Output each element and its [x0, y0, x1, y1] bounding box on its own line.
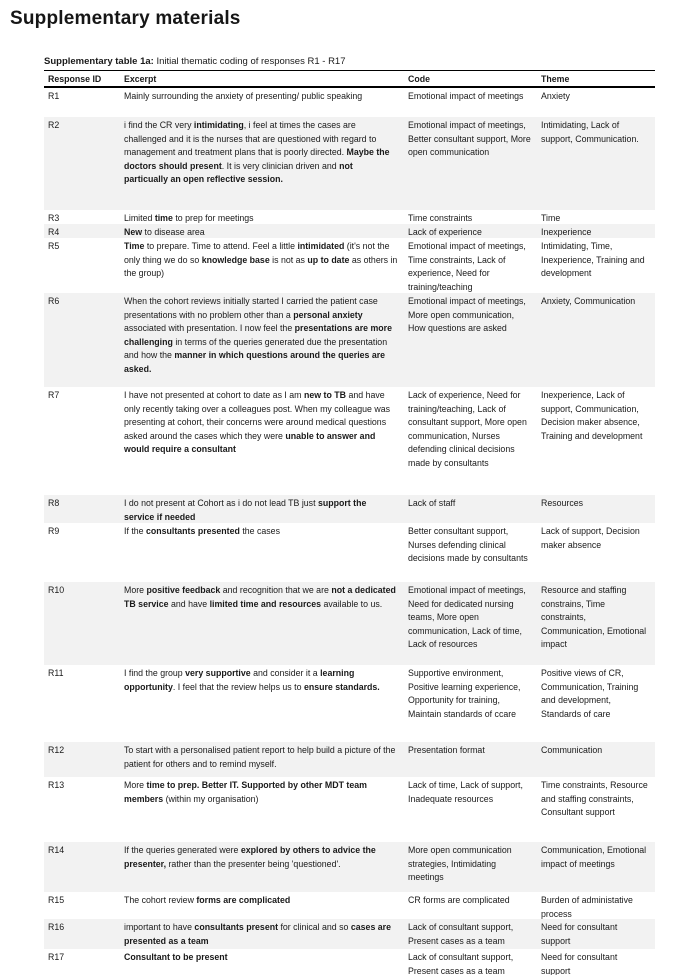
table-caption-label: Supplementary table 1a:	[44, 56, 154, 67]
table-row	[44, 777, 655, 842]
excerpt-cell: Limited time to prep for meetings	[124, 213, 254, 223]
code-cell: Lack of staff	[408, 498, 456, 508]
code-cell: Lack of time, Lack of support, Inadequate resources	[408, 780, 523, 804]
excerpt-cell: I have not presented at cohort to date as I am new to TB and have only recently taking over a colleagues post. When my colleague was presenting at cohort, their concerns were around medical questions asked around the cases which they were unable to answer and would require a consultant	[124, 390, 391, 454]
theme-cell: Anxiety	[541, 91, 570, 101]
theme-cell: Burden of administative process	[541, 895, 633, 919]
response-id-cell: R9	[48, 526, 60, 536]
code-cell: More open communication strategies, Intimidating meetings	[408, 845, 512, 882]
excerpt-cell: New to disease area	[124, 227, 205, 237]
response-id-cell: R1	[48, 91, 60, 101]
response-id-cell: R10	[48, 585, 65, 595]
code-cell: Emotional impact of meetings, Better consultant support, More open communication	[408, 120, 531, 157]
column-header-excerpt: Excerpt	[124, 74, 157, 84]
response-id-cell: R5	[48, 241, 60, 251]
code-cell: Time constraints	[408, 213, 473, 223]
response-id-cell: R11	[48, 668, 64, 678]
response-id-cell: R6	[48, 296, 60, 306]
response-id-cell: R14	[48, 845, 65, 855]
code-cell: Emotional impact of meetings	[408, 91, 524, 101]
column-header-theme: Theme	[541, 74, 570, 84]
table-row	[44, 665, 655, 742]
theme-cell: Communication, Emotional impact of meetings	[541, 845, 647, 869]
response-id-cell: R17	[48, 952, 65, 962]
code-cell: Emotional impact of meetings, More open communication, How questions are asked	[408, 296, 526, 333]
column-header-response-id: Response ID	[48, 74, 102, 84]
table-row	[44, 842, 655, 892]
code-cell: Lack of experience, Need for training/teaching, Lack of consultant support, More open communication, Nurses defending clinical decisions made by consultants	[408, 390, 527, 468]
theme-cell: Intimidating, Lack of support, Communication.	[541, 120, 639, 144]
response-id-cell: R3	[48, 213, 60, 223]
theme-cell: Need for consultant support	[541, 952, 618, 975]
table-row	[44, 582, 655, 665]
table-row	[44, 742, 655, 777]
response-id-cell: R12	[48, 745, 65, 755]
code-cell: Lack of experience	[408, 227, 482, 237]
response-id-cell: R16	[48, 922, 65, 932]
response-id-cell: R4	[48, 227, 60, 237]
excerpt-cell: If the consultants presented the cases	[124, 526, 280, 536]
table-row	[44, 210, 655, 224]
table-row	[44, 523, 655, 582]
theme-cell: Communication	[541, 745, 603, 755]
theme-cell: Resource and staffing constrains, Time constraints, Communication, Emotional impact	[541, 585, 647, 649]
theme-cell: Need for consultant support	[541, 922, 618, 946]
table-body	[44, 88, 655, 975]
table-row	[44, 919, 655, 949]
excerpt-cell: Mainly surrounding the anxiety of presenting/ public speaking	[124, 91, 363, 101]
excerpt-cell: I do not present at Cohort as i do not lead TB just support the service if needed	[124, 498, 367, 522]
table-caption	[44, 55, 655, 68]
response-id-cell: R7	[48, 390, 60, 400]
page-title: Supplementary materials	[10, 8, 241, 29]
code-cell: Emotional impact of meetings, Time constraints, Lack of experience, Need for training/teaching	[408, 241, 526, 292]
code-cell: Lack of consultant support, Present cases as a team	[408, 922, 514, 946]
code-cell: Supportive environment, Positive learning experience, Opportunity for training, Maintain standards of ccare	[408, 668, 521, 719]
response-id-cell: R13	[48, 780, 65, 790]
code-cell: Emotional impact of meetings, Need for dedicated nursing teams, More open communication, Lack of time, Lack of resources	[408, 585, 526, 649]
excerpt-cell: To start with a personalised patient report to help build a picture of the patient for others and to remind myself.	[124, 745, 396, 769]
code-cell: Presentation format	[408, 745, 485, 755]
response-id-cell: R15	[48, 895, 65, 905]
excerpt-cell: Consultant to be present	[124, 952, 228, 962]
code-cell: Better consultant support, Nurses defending clinical decisions made by consultants	[408, 526, 528, 563]
excerpt-cell: Time to prepare. Time to attend. Feel a little intimidated (it's not the only thing we do so knowledge base is not as up to date as others in the group)	[124, 241, 398, 278]
response-id-cell: R8	[48, 498, 60, 508]
excerpt-cell: More time to prep. Better IT. Supported by other MDT team members (within my organisation)	[124, 780, 367, 804]
coding-table	[44, 70, 655, 975]
excerpt-cell: If the queries generated were explored by others to advice the presenter, rather than the presenter being 'questioned'.	[124, 845, 376, 869]
excerpt-cell: The cohort review forms are complicated	[124, 895, 291, 905]
excerpt-cell: I find the group very supportive and consider it a learning opportunity. I feel that the review helps us to ensure standards.	[124, 668, 380, 692]
table-row	[44, 495, 655, 523]
excerpt-cell: important to have consultants present for clinical and so cases are presented as a team	[124, 922, 391, 946]
theme-cell: Intimidating, Time, Inexperience, Training and development	[541, 241, 645, 278]
table-caption-text: Initial thematic coding of responses R1 - R17	[153, 56, 346, 67]
excerpt-cell: i find the CR very intimidating, i feel at times the cases are challenged and it is the nurses that are questioned with regard to management and treatment plans that is poorly directed. Maybe the doctors should present. It is very clinician driven and not particually an open reflective session.	[124, 120, 390, 184]
theme-cell: Inexperience, Lack of support, Communication, Decision maker absence, Training and development	[541, 390, 643, 441]
table-row	[44, 88, 655, 117]
document-body	[44, 55, 655, 975]
theme-cell: Anxiety, Communication	[541, 296, 636, 306]
table-row	[44, 224, 655, 238]
table-row	[44, 117, 655, 210]
code-cell: Lack of consultant support, Present cases as a team	[408, 952, 514, 975]
theme-cell: Inexperience	[541, 227, 592, 237]
table-row	[44, 892, 655, 919]
column-header-code: Code	[408, 74, 430, 84]
table-row	[44, 293, 655, 387]
theme-cell: Resources	[541, 498, 584, 508]
theme-cell: Lack of support, Decision maker absence	[541, 526, 640, 550]
response-id-cell: R2	[48, 120, 60, 130]
table-header-row	[44, 70, 655, 88]
excerpt-cell: More positive feedback and recognition that we are not a dedicated TB service and have limited time and resources available to us.	[124, 585, 396, 609]
table-row	[44, 949, 655, 975]
theme-cell: Time	[541, 213, 561, 223]
theme-cell: Time constraints, Resource and staffing constraints, Consultant support	[541, 780, 648, 817]
code-cell: CR forms are complicated	[408, 895, 510, 905]
excerpt-cell: When the cohort reviews initially started I carried the patient case presentations with no problem other than a personal anxiety associated with presentation. I now feel the presentations are more challenging in terms of the queries generated due the presentation and how the manner in which questions around the queries are asked.	[124, 296, 392, 374]
table-row	[44, 238, 655, 293]
theme-cell: Positive views of CR, Communication, Training and development, Standards of care	[541, 668, 639, 719]
table-row	[44, 387, 655, 495]
